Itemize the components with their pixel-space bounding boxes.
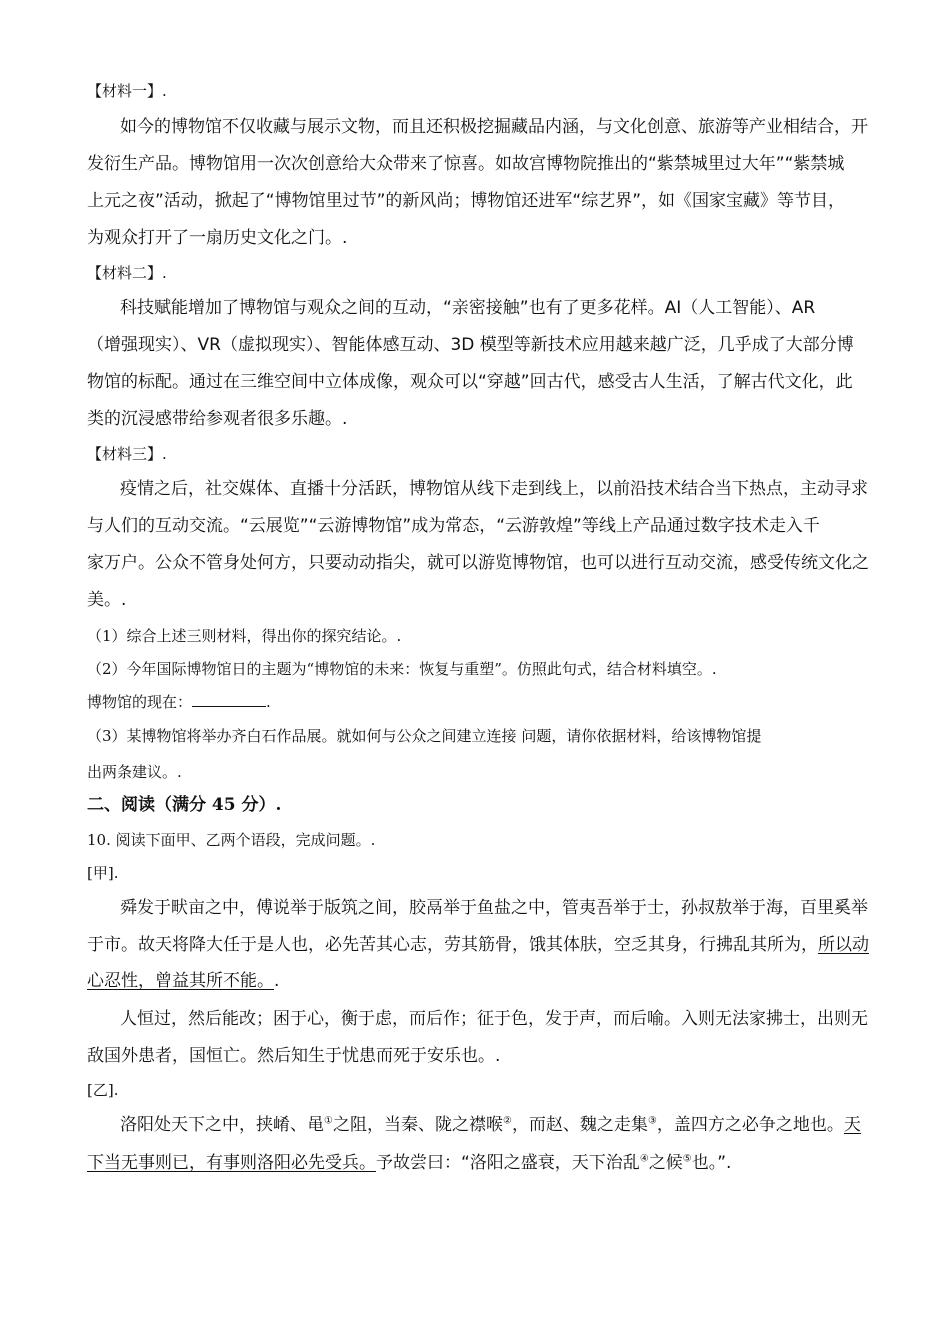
passage-yi-line <box>120 1114 861 1136</box>
passage-text: ，盖四方之必争之地也。 <box>656 1115 844 1135</box>
underlined-text: 心忍性，曾益其所不能。 <box>87 971 274 991</box>
section-title: 二、阅读（满分 45 分）. <box>87 795 282 815</box>
material3-line: 家万户。公众不管身处何方，只要动动指尖，就可以游览博物馆，也可以进行互动交流，感受传统文化之 <box>87 553 869 573</box>
question-2: （2）今年国际博物馆日的主题为“博物馆的未来：恢复与重塑”。仿照此句式，结合材料填空。. <box>87 660 717 678</box>
passage-text: 于市。故天将降大任于是人也，必先苦其心志，劳其筋骨，饿其体肤，空乏其身，行拂乱其所为， <box>87 935 818 955</box>
underlined-text: 天 <box>843 1115 861 1135</box>
passage-jia-line: 敌国外患者，国恒亡。然后知生于忧患而死于安乐也。. <box>87 1046 501 1066</box>
material2-line: （增强现实）、VR（虚拟现实）、智能体感互动、3D 模型等新技术应用越来越广泛，几乎成了大部分博 <box>87 335 854 355</box>
material1-heading: 【材料一】. <box>87 82 167 100</box>
passage-text: ，而赵、魏之走集 <box>511 1115 648 1135</box>
material2-heading: 【材料二】. <box>87 264 167 282</box>
passage-text: . <box>274 971 280 991</box>
material2-line: 科技赋能增加了博物馆与观众之间的互动，“亲密接触”也有了更多花样。AI（人工智能）、AR <box>120 298 816 318</box>
question-2-fill-end: . <box>266 693 271 711</box>
material3-heading: 【材料三】. <box>87 445 167 463</box>
passage-text: 之候 <box>648 1153 683 1173</box>
material1-line: 如今的博物馆不仅收藏与展示文物，而且还积极挖掘藏品内涵，与文化创意、旅游等产业相结合，开 <box>120 117 868 137</box>
underlined-text: 下当无事则已，有事则洛阳必先受兵。 <box>87 1153 376 1173</box>
question-2-fill-label: 博物馆的现在： <box>87 693 193 711</box>
answer-blank[interactable] <box>192 691 266 707</box>
footnote-marker: ③ <box>647 1115 657 1127</box>
material3-line: 美。. <box>87 590 127 610</box>
passage-text: 洛阳处天下之中，挟崤、黾 <box>120 1115 324 1135</box>
material3-line: 与人们的互动交流。“云展览”“云游博物馆”成为常态，“云游敦煌”等线上产品通过数字技术走入千 <box>87 516 820 536</box>
material1-line: 上元之夜”活动，掀起了“博物馆里过节”的新风尚；博物馆还进军“综艺界”，如《国家宝藏》等节目， <box>87 191 846 211</box>
material1-line: 发衍生产品。博物馆用一次次创意给大众带来了惊喜。如故宫博物院推出的“紫禁城里过大年”“紫禁城 <box>87 154 845 174</box>
passage-text: 予故尝曰：“洛阳之盛衰，天下治乱 <box>376 1153 640 1173</box>
material2-line: 物馆的标配。通过在三维空间中立体成像，观众可以“穿越”回古代，感受古人生活，了解古代文化，此 <box>87 372 853 392</box>
passage-jia-line: 舜发于畎亩之中，傅说举于版筑之间，胶鬲举于鱼盐之中，管夷吾举于士，孙叔敖举于海，百里奚举 <box>120 898 868 918</box>
question-3-line1: （3）某博物馆将举办齐白石作品展。就如何与公众之间建立连接 问题，请你依据材料，给该博物馆提 <box>87 727 762 745</box>
passage-yi-line <box>87 1152 731 1174</box>
passage-jia-line <box>87 934 869 956</box>
footnote-marker: ① <box>324 1115 333 1127</box>
question-3-line2: 出两条建议。. <box>87 763 182 781</box>
question-10: 10. 阅读下面甲、乙两个语段，完成问题。. <box>87 831 376 849</box>
passage-jia-label: [甲]. <box>87 864 119 882</box>
material2-line: 类的沉浸感带给参观者很多乐趣。. <box>87 409 348 429</box>
footnote-marker: ② <box>502 1115 512 1127</box>
question-2-fill <box>87 691 271 713</box>
footnote-marker: ④ <box>639 1153 649 1165</box>
underlined-text: 所以动 <box>818 935 869 955</box>
question-1: （1）综合上述三则材料，得出你的探究结论。. <box>87 627 402 645</box>
passage-text: 之阻，当秦、陇之襟喉 <box>332 1115 503 1135</box>
passage-jia-line: 人恒过，然后能改；困于心，衡于虑，而后作；征于色，发于声，而后喻。入则无法家拂士，出则无 <box>120 1009 868 1029</box>
material1-line: 为观众打开了一扇历史文化之门。. <box>87 228 348 248</box>
passage-yi-label: [乙]. <box>87 1081 119 1099</box>
passage-jia-line <box>87 970 279 992</box>
footnote-marker: ⑤ <box>682 1153 692 1165</box>
material3-line: 疫情之后，社交媒体、直播十分活跃，博物馆从线下走到线上，以前沿技术结合当下热点，主动寻求 <box>120 479 868 499</box>
passage-text: 也。”. <box>691 1153 732 1173</box>
